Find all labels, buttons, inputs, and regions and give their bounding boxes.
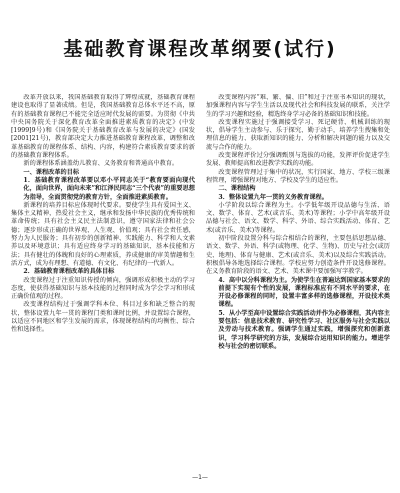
paragraph: 初中阶段设置分科与综合相结合的课程，主要包括思想品德、语文、数学、外语、科学(或物理、化学、生物)、历史与社会(或历史、地理)、体育与健康、艺术(或音乐、美术)以及综合实践活动。积极倡导各地选择综合课程。学校应努力创造条件开设选修课程。在义务教育阶段的语文、艺术、美术课中要加强写字教学。	[206, 235, 390, 276]
section-heading: 一、课程改革的目标	[23, 168, 80, 176]
section-heading: 2．基础教育课程改革的具体目标	[23, 268, 115, 276]
paragraph: 改变课程内容“难、繁、偏、旧”和过于注重书本知识的现状，加强课程内容与学生生活以及现代社会和科技发展的联系，关注学生的学习兴趣和经验，精选终身学习必备的基础知识和技能。	[206, 94, 390, 118]
section-heading: 3．整体设置九年一贯的义务教育课程。	[218, 193, 328, 201]
paragraph: 改变课程结构过于强调学科本位、科目过多和缺乏整合的现状，整体设置九年一贯的课程门类和课时比例，并设置综合课程，以适应不同地区和学生发展的需求，体现课程结构的均衡性、综合性和选择性。	[11, 301, 195, 334]
paragraph: 改变课程评价过分强调甄别与选拔的功能，发挥评价促进学生发展、教师提高和改进教学实践的功能。	[206, 152, 390, 168]
paragraph: 新的课程体系涵盖幼儿教育、义务教育和普通高中教育。	[23, 160, 179, 168]
section-heading: 4．高中以分科课程为主。为使学生在普遍达到国家基本要求的前提下实现有个性的发展，课程标准应有不同水平的要求，在开设必修课程的同时，设置丰富多样的选修课程，开设技术类课程。	[218, 276, 390, 309]
paragraph: 小学阶段以综合课程为主。小学低年级开设品德与生活、语文、数学、体育、艺术(或音乐、美术)等课程；小学中高年级开设品德与社会、语文、数学、科学、外语、综合实践活动、体育、艺术(或音乐、美术)等课程。	[206, 201, 390, 234]
page-title: 基础教育课程改革纲要(试行)	[63, 38, 337, 60]
right-column	[206, 94, 390, 472]
paragraph: 改变课程过于注重知识传授的倾向，强调形成积极主动的学习态度，使获得基础知识与基本技能的过程同时成为学会学习和形成正确价值观的过程。	[11, 276, 195, 301]
section-heading: 二、课程结构	[218, 185, 256, 193]
paragraph: 改变课程管理过于集中的状况，实行国家、地方、学校三级课程管理，增强课程对地方、学校及学生的适应性。	[206, 168, 390, 184]
page-number: —1—	[192, 474, 208, 481]
paragraph: 改变课程实施过于强调接受学习、死记硬背、机械训练的现状，倡导学生主动参与、乐于探究、勤于动手，培养学生搜集和处理信息的能力、获取新知识的能力、分析和解决问题的能力以及交流与合作的能力。	[206, 118, 390, 151]
section-heading: 5．从小学至高中设置综合实践活动并作为必修课程，其内容主要包括：信息技术教育、研究性学习、社区服务与社会实践以及劳动与技术教育。强调学生通过实践，增强探究和创新意识，学习科学研究的方法，发展综合运用知识的能力。增进学校与社会的密切联系。	[218, 309, 390, 350]
paragraph: 新课程的培养目标应体现时代要求。要使学生具有爱国主义、集体主义精神，热爱社会主义，继承和发扬中华民族的优秀传统和革命传统；具有社会主义民主法制意识，遵守国家法律和社会公德；逐步形成正确的世界观、人生观、价值观；具有社会责任感，努力为人民服务；具有初步的创新精神、实践能力、科学和人文素养以及环境意识；具有适应终身学习的基础知识、基本技能和方法；具有健壮的体魄和良好的心理素质，养成健康的审美情趣和生活方式，成为有理想、有道德、有文化、有纪律的一代新人。	[11, 201, 195, 267]
paragraph: 改革开放以来，我国基础教育取得了辉煌成就，基础教育课程建设也取得了显著成绩。但是，我国基础教育总体水平还不高，原有的基础教育课程已不能完全适应时代发展的需要。为贯彻《中共中央国务院关于深化教育改革全面推进素质教育的决定》(中发[1999]9号)和《国务院关于基础教育改革与发展的决定》(国发[2001]21号)，教育部决定大力推进基础教育课程改革，调整和改革基础教育的课程体系、结构、内容，构建符合素质教育要求的新的基础教育课程体系。	[11, 94, 195, 160]
left-column	[11, 94, 195, 472]
section-heading: 1．基础教育课程改革要以邓小平同志关于“教育要面向现代化，面向世界，面向未来”和江泽民同志“三个代表”的重要思想为指导，全面贯彻党的教育方针，全面推进素质教育。	[23, 176, 195, 201]
